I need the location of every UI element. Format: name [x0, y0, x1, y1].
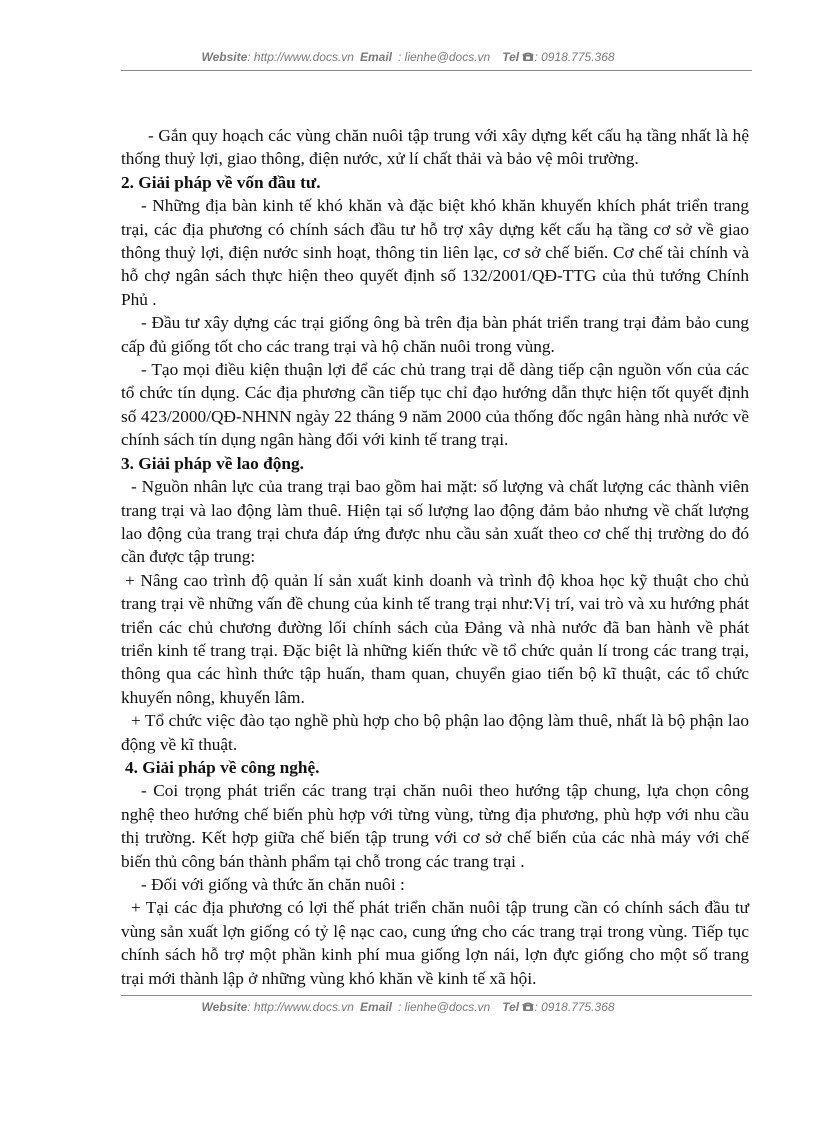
paragraph: - Nguồn nhân lực của trang trại bao gồm hai mặt: số lượng và chất lượng các thành viên trang trại và lao động làm thuê. Hiện tại số lượng lao động đảm bảo nhưng về chất lượng lao động của trang trại chưa đáp ứng được nhu cầu sản xuất theo cơ chế thị trường do đó cần được tập trung:: [121, 477, 749, 567]
paragraph: - Coi trọng phát triển các trang trại chăn nuôi theo hướng tập chung, lựa chọn công nghệ theo hướng chế biến phù hợp với từng vùng, từng địa phương, phù hợp với nhu cầu thị trường. Kết hợp giữa chế biến tập trung với cơ sở chế biến của các nhà máy với chế biến thủ công bán thành phẩm tại chỗ trong các trang trại .: [121, 781, 749, 871]
phone-icon: [522, 1001, 534, 1012]
paragraph: - Đầu tư xây dựng các trại giống ông bà trên địa bàn phát triển trang trại đảm bảo cung cấp đủ giống tốt cho các trang trại và hộ chăn nuôi trong vùng.: [121, 313, 749, 356]
document-body: [121, 124, 749, 990]
paragraph: + Tại các địa phương có lợi thế phát triển chăn nuôi tập trung cần có chính sách đầu tư vùng sản xuất lợn giống có tỷ lệ nạc cao, cung ứng cho các trang trại trong vùng. Tiếp tục chính sách hỗ trợ một phần kinh phí mua giống lợn nái, lợn đực giống cho một số trang trại mới thành lập ở những vùng khó khăn về kinh tế xã hội.: [121, 898, 749, 988]
section-heading: 3. Giải pháp về lao động.: [121, 453, 304, 473]
footer-tel-value: : 0918.775.368: [534, 1000, 615, 1014]
page-footer: [0, 1000, 816, 1014]
footer-email-value: : lienhe@docs.vn: [397, 1000, 491, 1014]
section-heading: 4. Giải pháp về công nghệ.: [125, 757, 320, 777]
footer-tel-label: Tel: [502, 1000, 520, 1014]
paragraph: - Đối với giống và thức ăn chăn nuôi :: [141, 875, 405, 894]
paragraph: - Tạo mọi điều kiện thuận lợi để các chủ trang trại dễ dàng tiếp cận nguồn vốn của các tổ chức tín dụng. Các địa phương cần tiếp tục chỉ đạo hướng dẫn thực hiện tốt quyết định số 423/2000/QĐ-NHNN ngày 22 tháng 9 năm 2000 của thống đốc ngân hàng nhà nước về chính sách tín dụng ngân hàng đối với kinh tế trang trại.: [121, 360, 749, 450]
paragraph: + Nâng cao trình độ quản lí sản xuất kinh doanh và trình độ khoa học kỹ thuật cho chủ trang trại về những vấn đề chung của kinh tế trang trại như:Vị trí, vai trò và xu hướng phát triển các chủ chương đường lối chính sách của Đảng và nhà nước đã ban hành về phát triển kinh tế trang trại. Đặc biệt là những kiến thức về tổ chức quản lí trong các trang trại, thông qua các hình thức tập huấn, tham quan, chuyển giao tiến bộ kĩ thuật, các tổ chức khuyến nông, khuyến lâm.: [121, 570, 749, 707]
section-heading: 2. Giải pháp về vốn đầu tư.: [121, 172, 321, 192]
footer-website-label: Website: [201, 1000, 248, 1014]
header-email-value: : lienhe@docs.vn: [397, 50, 491, 64]
header-tel-label: Tel: [502, 50, 520, 64]
paragraph: + Tổ chức việc đào tạo nghề phù hợp cho bộ phận lao động làm thuê, nhất là bộ phận lao động về kĩ thuật.: [121, 711, 749, 754]
paragraph: - Những địa bàn kinh tế khó khăn và đặc biệt khó khăn khuyến khích phát triển trang trại, các địa phương có chính sách đầu tư hỗ trợ xây dựng kết cấu hạ tầng cơ sở về giao thông thuỷ lợi, điện nước sinh hoạt, thông tin liên lạc, cơ sở chế biến. Cơ chế tài chính và hỗ chợ ngân sách thực hiện theo quyết định số 132/2001/QĐ-TTG của thủ tướng Chính Phủ .: [121, 196, 749, 309]
paragraph: - Gắn quy hoạch các vùng chăn nuôi tập trung với xây dựng kết cấu hạ tầng nhất là hệ thống thuỷ lợi, giao thông, điện nước, xử lí chất thải và bảo vệ môi trường.: [121, 126, 749, 169]
footer-email-label: Email: [359, 1000, 392, 1014]
footer-website-value: : http://www.docs.vn: [247, 1000, 354, 1014]
header-website-value: : http://www.docs.vn: [247, 50, 354, 64]
header-tel-value: : 0918.775.368: [534, 50, 615, 64]
phone-icon: [522, 51, 534, 62]
footer-rule: [121, 995, 752, 996]
header-rule: [121, 70, 752, 71]
header-email-label: Email: [359, 50, 392, 64]
header-website-label: Website: [201, 50, 248, 64]
page-header: [0, 50, 816, 64]
